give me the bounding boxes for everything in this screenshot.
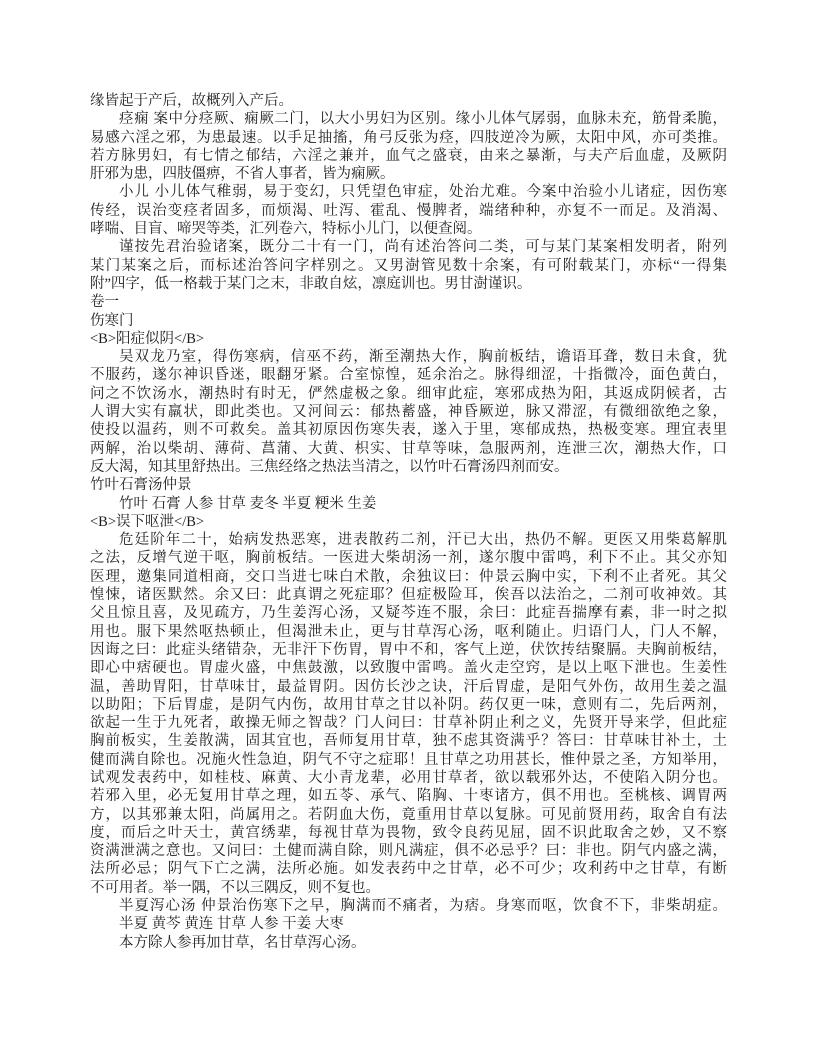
text-line: 惶悚，诸医默然。余又曰：此真谓之死症耶？但症极险耳，俟吾以法治之，二剂可收神效。其 [90,587,727,604]
text-line: 胸前板实，生姜散满，固其宜也，吾师复用甘草，独不虑其资满乎？答曰：甘草味甘补土，土 [90,733,727,750]
text-line: 医理，邀集同道相商，交口当进七味白术散，余独议曰：仲景云胸中实，下利不止者死。其父 [90,568,727,585]
text-line: 人谓大实有羸状，即此类也。又河间云：郁热蓄盛，神昏厥逆，脉又滞涩，有微细欲绝之象， [90,404,727,421]
text-line: 痉痫 案中分痉厥、痫厥二门，以大小男妇为区别。缘小儿体气孱弱，血脉未充，筋骨柔脆， [119,111,727,128]
text-line: 即心中痞硬也。胃虚火盛，中焦鼓激，以致腹中雷鸣。盖火走空窍，是以上呕下泄也。生姜性 [90,660,727,677]
text-line: 卷一 [90,294,119,311]
text-line: 父且惊且喜，及见疏方，乃生姜泻心汤，又疑芩连不服，余曰：此症吾揣摩有素，非一时之拟 [90,605,727,622]
text-line: 谨按先君治验诸案，既分二十有一门，尚有述治答问二类，可与某门某案相发明者，附列 [119,239,727,256]
text-block [90,92,727,952]
text-line: 小儿 小儿体气稚弱，易于变幻，只凭望色审症，处治尤难。今案中治验小儿诸症，因伤寒 [119,184,727,201]
text-line: 温，善助胃阳，甘草味甘，最益胃阴。因仿长沙之诀，汗后胃虚，是阳气外伤，故用生姜之温 [90,678,727,695]
text-line: 缘皆起于产后，故概列入产后。 [90,93,293,109]
text-line: 两解，治以柴胡、薄荷、菖蒲、大黄、枳实、甘草等味，急服两剂，连泄三次，潮热大作，口 [90,440,727,457]
text-line: 法所必忌；阴气下亡之满，法所必施。如发表药中之甘草，必不可少；攻利药中之甘草，有断 [90,861,727,878]
text-line: 方，以其邪兼太阳，尚属用之。若阴血大伤，竟重用甘草以复脉。可见前贤用药，取舍自有法 [90,806,727,823]
text-line: 之法，反增气逆干呕，胸前板结。一医进大柴胡汤一剂，遂尔腹中雷鸣，利下不止。其父亦知 [90,550,727,567]
text-line: <B>误下呕泄</B> [90,513,205,530]
text-line: 传经，误治变痉者固多，而烦渴、吐泻、霍乱、慢脾者，端绪种种，亦复不一而足。及消渴、 [90,202,727,219]
text-line: 试观发表药中，如桂枝、麻黄、大小青龙辈，必用甘草者，欲以载邪外达，不使陷入阴分也。 [90,769,727,786]
text-line: 因诲之曰：此症头绪错杂，无非汗下伤胃，胃中不和，客气上逆，伏饮抟结聚膈。夫胸前板结， [90,641,727,658]
text-line: 某门某案之后，而标述治答问字样别之。又男澍管见数十余案，有可附载某门，亦标“一得集 [90,257,727,274]
text-line: 度，而后之叶天士，黄宫绣辈，每视甘草为畏物，致令良药见屈，固不识此取舍之妙，又不察 [90,824,727,841]
text-line: 欲起一生于九死者，敢操无师之智哉？门人问曰：甘草补阴止利之义，先贤开导来学，但此症 [90,715,727,732]
text-line: 反大渴，知其里舒热出。三焦经络之热法当清之，以竹叶石膏汤四剂而安。 [90,458,569,475]
text-line: 危廷阶年二十，始病发热恶寒，进表散药二剂，汗已大出，热仍不解。更医又用柴葛解肌 [119,532,727,549]
text-line: 资满泄满之意也。又问曰：土健而满自除，则凡满症，俱不必忌乎？曰：非也。阴气内盛之满， [90,843,727,860]
text-line: 伤寒门 [90,312,134,329]
text-line: 肝邪为患，四肢僵痹，不省人事者，皆为痫厥。 [90,166,395,183]
text-line: 不可用者。举一隅，不以三隅反，则不复也。 [90,879,380,896]
text-line: 问之不饮汤水，潮热时有时无，俨然虚极之象。细审此症，寒邪成热为阳，其返成阴候者，古 [90,385,727,402]
text-line: 易感六淫之邪，为患最速。以手足抽搐，角弓反张为痉，四肢逆冷为厥，太阳中风，亦可类推。 [90,129,727,146]
text-line: 若邪入里，必无复用甘草之理，如五苓、承气、陷胸、十枣诸方，俱不用也。至桃核、调胃两 [90,788,727,805]
text-line: 以助阳；下后胃虚，是阴气内伤，故用甘草之甘以补阴。药仅更一味，意则有二，先后两剂， [90,696,727,713]
text-line: 附”四字，低一格载于某门之末，非敢自炫，凛庭训也。男甘澍谨识。 [90,275,532,292]
text-line: <B>阳症似阴</B> [90,330,205,347]
text-line: 半夏泻心汤 仲景治伤寒下之早，胸满而不痛者，为痞。身寒而呕，饮食不下，非柴胡症。 [119,898,727,915]
text-line: 吴双龙乃室，得伤寒病，信巫不药，渐至潮热大作，胸前板结，谵语耳聋，数日未食，犹 [119,349,727,366]
text-line: 哮喘、目盲、啼哭等类，汇列卷六，特标小儿门，以便查阅。 [90,221,482,238]
text-line: 若方脉男妇，有七情之郁结，六淫之兼并，血气之盛衰，由来之暴渐，与夫产后血虚，及厥阴 [90,147,727,164]
text-line: 用也。服下果然呕热顿止，但渴泄未止，更与甘草泻心汤，呕利随止。归语门人，门人不解， [90,623,727,640]
text-line: 使投以温药，则不可救矣。盖其初原因伤寒失表，遂入于里，寒郁成热，热极变寒。理宜表里 [90,422,727,439]
text-line: 半夏 黄芩 黄连 甘草 人参 干姜 大枣 [119,916,344,933]
text-line: 竹叶石膏汤仲景 [90,477,192,494]
text-line: 不服药，遂尔神识昏迷，眼翻牙紧。合室惊惶，延余治之。脉得细涩，十指微冷，面色黄白， [90,367,727,384]
text-line: 健而满自除也。况施火性急迫，阴气不守之症耶！且甘草之功用甚长，惟仲景之圣，方知举用， [90,751,727,768]
text-line: 竹叶 石膏 人参 甘草 麦冬 半夏 粳米 生姜 [119,495,377,512]
text-line: 本方除人参再加甘草，名甘草泻心汤。 [119,934,366,951]
